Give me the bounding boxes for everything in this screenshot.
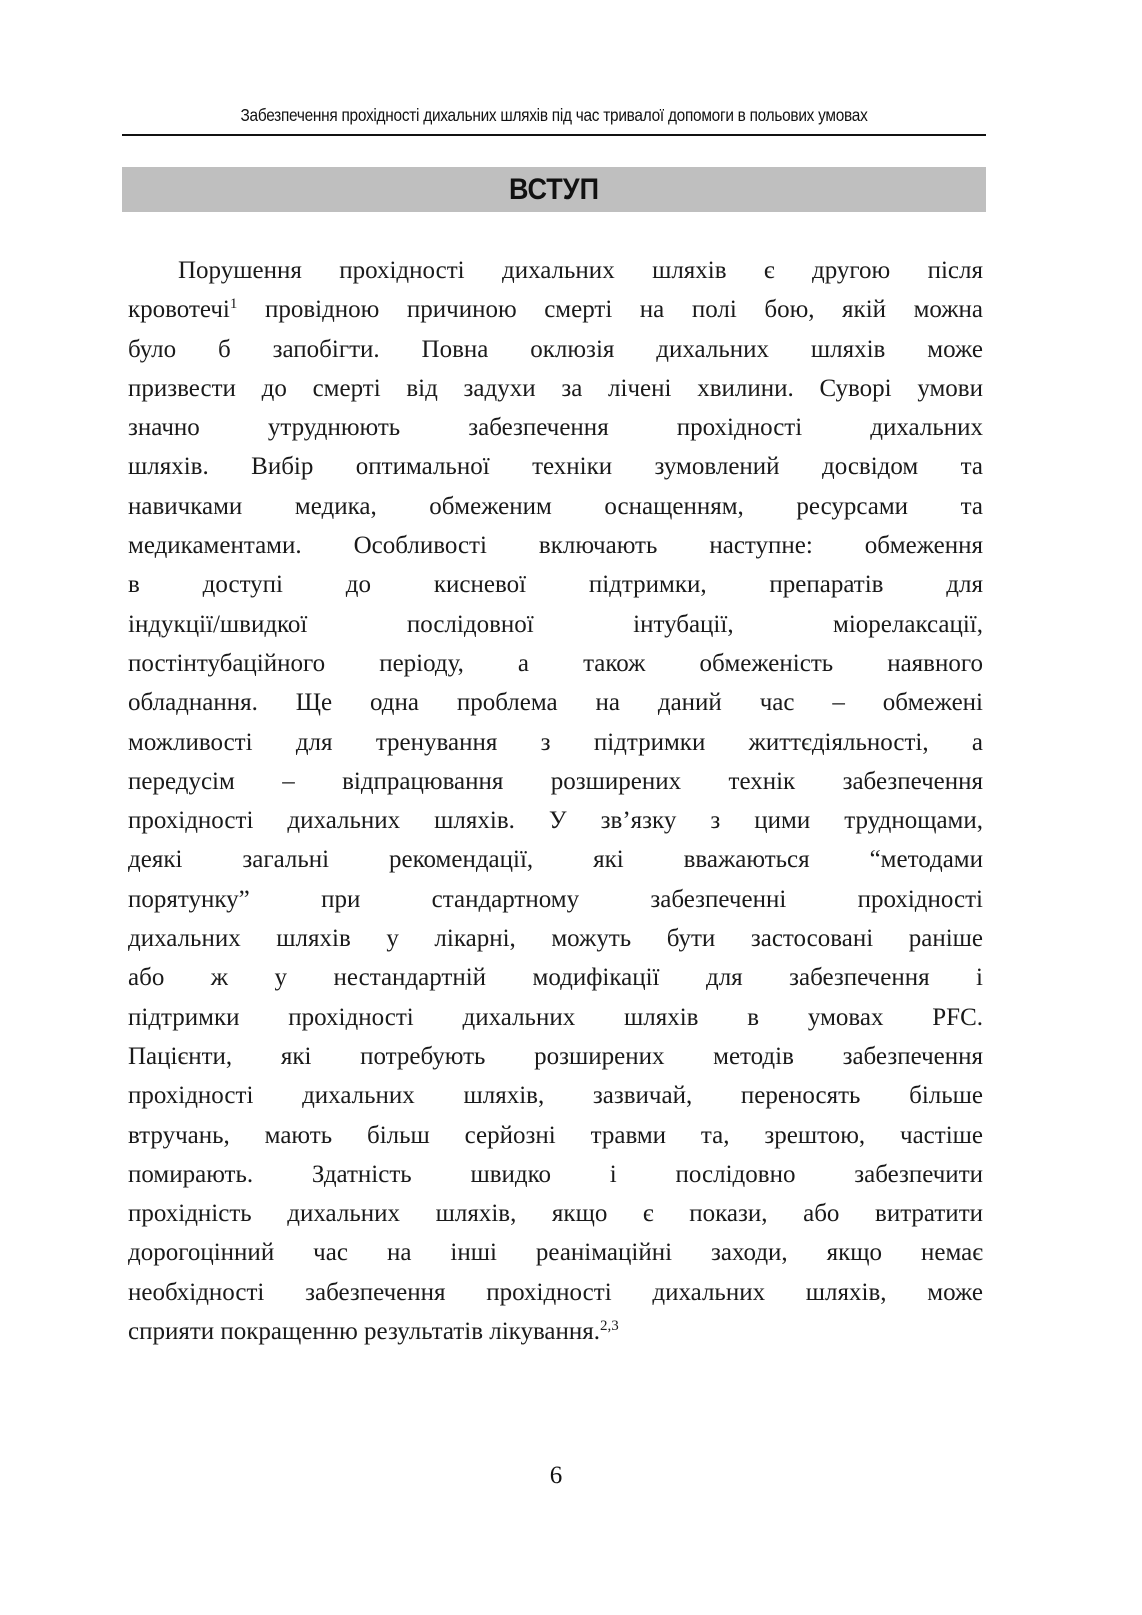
paragraph-line: деякі загальні рекомендації, які вважаються “методами: [128, 846, 983, 874]
footnote-ref[interactable]: 1: [229, 296, 238, 313]
footnote-ref[interactable]: 2,3: [600, 1318, 619, 1335]
paragraph-line: можливості для тренування з підтримки життєдіяльності, а: [128, 728, 983, 756]
intro-paragraph: [128, 251, 983, 1351]
paragraph-line: або ж у нестандартній модифікації для забезпечення і: [128, 964, 983, 992]
paragraph-line: прохідності дихальних шляхів. У зв’язку з цими труднощами,: [128, 807, 983, 835]
page-number: 6: [549, 1462, 563, 1489]
paragraph-line: втручань, мають більш серйозні травми та, зрештою, частіше: [128, 1121, 983, 1149]
running-header: Забезпечення прохідності дихальних шляхів під час тривалої допомоги в польових умовах: [240, 105, 868, 125]
paragraph-line: медикаментами. Особливості включають наступне: обмеження: [128, 532, 983, 560]
paragraph-line: шляхів. Вибір оптимальної техніки зумовлений досвідом та: [128, 453, 983, 481]
paragraph-text: сприяти покращенню результатів лікування.: [128, 1318, 601, 1346]
paragraph-line: прохідність дихальних шляхів, якщо є покази, або витратити: [128, 1200, 983, 1228]
paragraph-line: Порушення прохідності дихальних шляхів є другою після: [178, 257, 983, 284]
paragraph-line: прохідності дихальних шляхів, зазвичай, переносять більше: [128, 1082, 983, 1110]
section-title: ВСТУП: [509, 172, 599, 206]
paragraph-line: було б запобігти. Повна оклюзія дихальних шляхів може: [128, 335, 983, 363]
paragraph-line: [128, 290, 983, 329]
paragraph-line: індукції/швидкої послідовної інтубації, міорелаксації,: [128, 610, 983, 638]
paragraph-line: в доступі до кисневої підтримки, препаратів для: [128, 571, 983, 599]
paragraph-line: значно утруднюють забезпечення прохідності дихальних: [128, 414, 983, 442]
paragraph-text: провідною причиною смерті на полі бою, якій можна: [264, 296, 984, 324]
paragraph-line: навичками медика, обмеженим оснащенням, ресурсами та: [128, 492, 983, 520]
paragraph-text: кровотечі: [128, 296, 230, 324]
paragraph-line: призвести до смерті від задухи за лічені хвилини. Суворі умови: [128, 374, 983, 402]
paragraph-line: порятунку” при стандартному забезпеченні прохідності: [128, 885, 983, 913]
paragraph-line: дихальних шляхів у лікарні, можуть бути застосовані раніше: [128, 925, 983, 953]
paragraph-line: помирають. Здатність швидко і послідовно забезпечити: [128, 1160, 983, 1188]
paragraph-line: підтримки прохідності дихальних шляхів в умовах PFC.: [128, 1003, 983, 1031]
paragraph-line: Пацієнти, які потребують розширених методів забезпечення: [128, 1042, 983, 1070]
paragraph-line: передусім – відпрацювання розширених технік забезпечення: [128, 767, 983, 795]
paragraph-line: обладнання. Ще одна проблема на даний час – обмежені: [128, 689, 983, 717]
paragraph-line: необхідності забезпечення прохідності дихальних шляхів, може: [128, 1278, 983, 1306]
paragraph-line: дорогоцінний час на інші реанімаційні заходи, якщо немає: [128, 1239, 983, 1267]
paragraph-line: постінтубаційного періоду, а також обмеженість наявного: [128, 649, 983, 677]
header-rule: [122, 134, 986, 136]
section-banner: [122, 167, 986, 212]
paragraph-line: [128, 1312, 983, 1351]
